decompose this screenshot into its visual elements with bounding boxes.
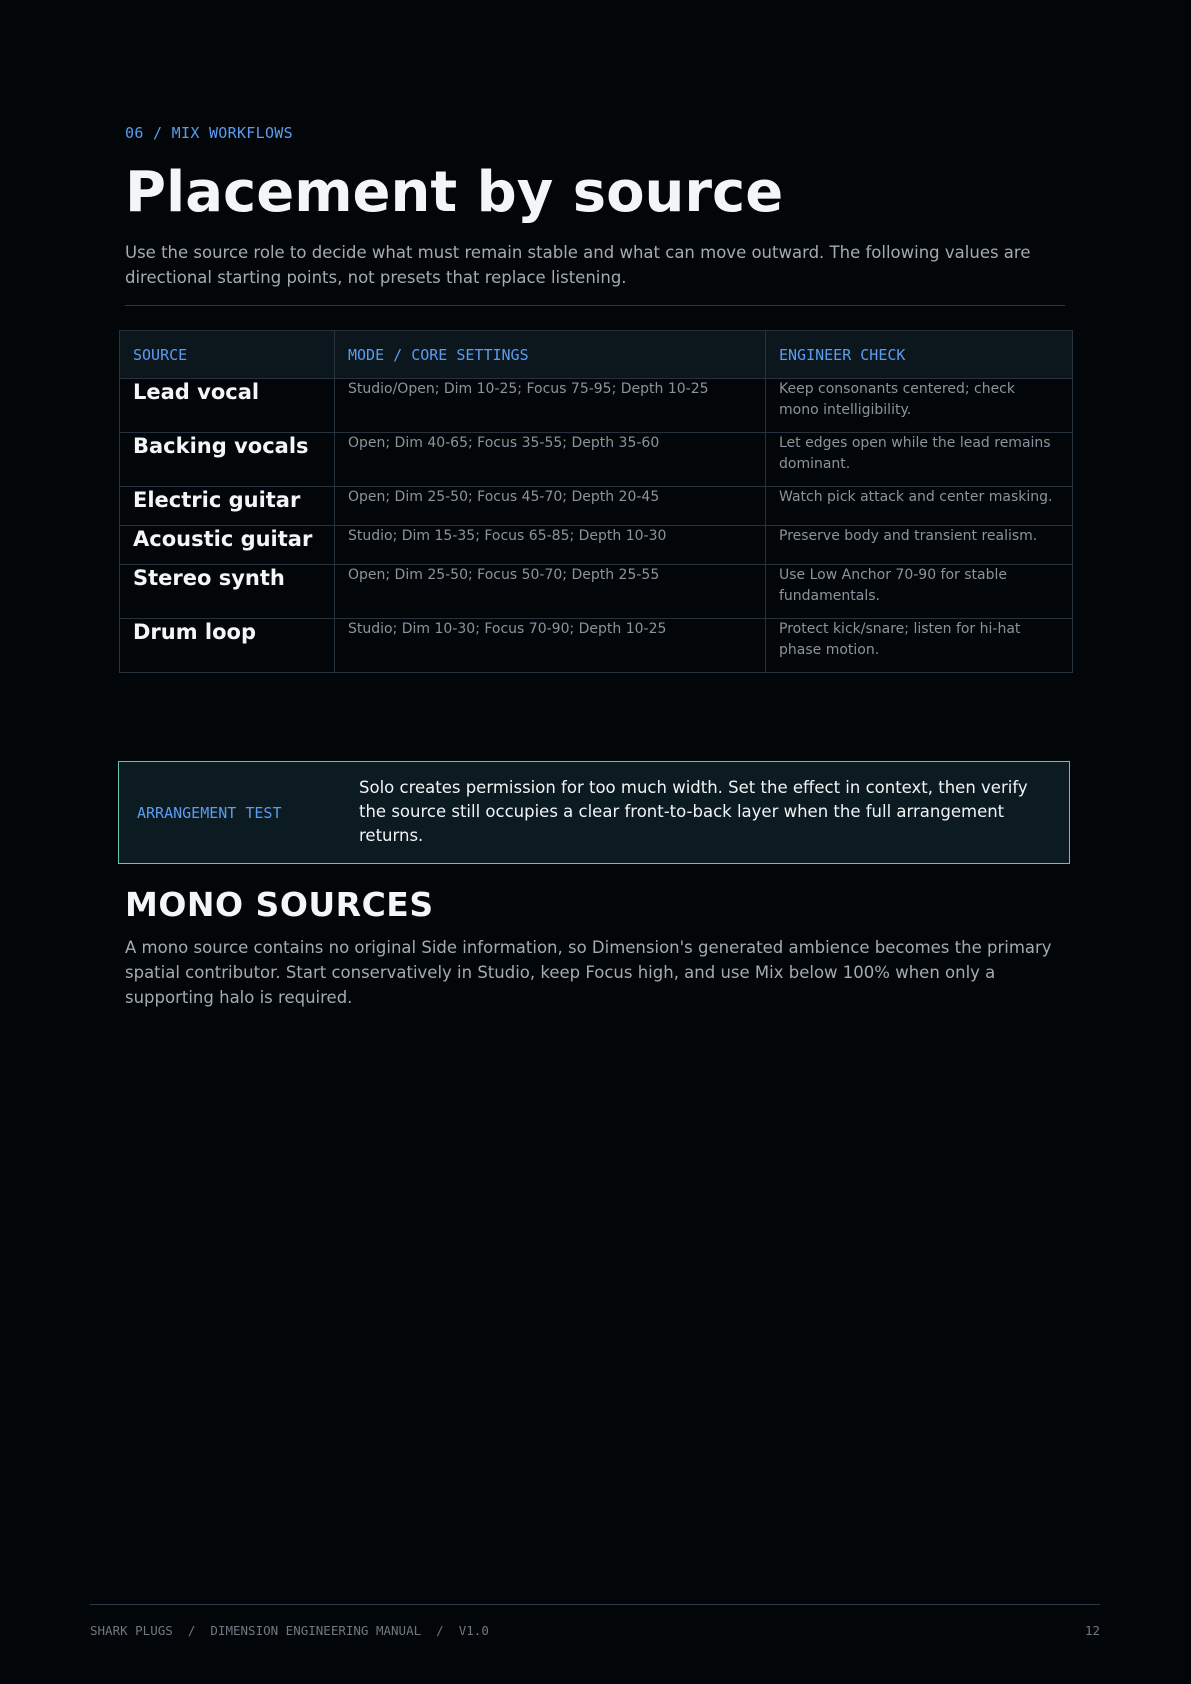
header-divider: [125, 305, 1065, 306]
source-mode-settings: Studio; Dim 10-30; Focus 70-90; Depth 10-25: [335, 619, 766, 673]
source-mode-settings: Studio; Dim 15-35; Focus 65-85; Depth 10-30: [335, 526, 766, 565]
column-header-mode: MODE / CORE SETTINGS: [335, 331, 766, 379]
intro-paragraph: Use the source role to decide what must remain stable and what can move outward. The following values are directional starting points, not presets that replace listening.: [125, 243, 1031, 287]
page-title: Placement by source: [125, 160, 784, 225]
column-header-source: SOURCE: [120, 331, 335, 379]
source-engineer-check: Watch pick attack and center masking.: [766, 487, 1073, 526]
source-name: Backing vocals: [120, 433, 335, 487]
footer-divider: [90, 1604, 1100, 1605]
source-mode-settings: Studio/Open; Dim 10-25; Focus 75-95; Depth 10-25: [335, 379, 766, 433]
source-engineer-check: Preserve body and transient realism.: [766, 526, 1073, 565]
footer-running-title: SHARK PLUGS / DIMENSION ENGINEERING MANUAL / V1.0: [90, 1623, 489, 1638]
mono-sources-heading: MONO SOURCES: [125, 885, 434, 924]
page-number: 12: [1084, 1623, 1100, 1638]
source-engineer-check: Keep consonants centered; check mono intelligibility.: [766, 379, 1073, 433]
table-row: [120, 379, 1073, 433]
mono-sources-body: A mono source contains no original Side information, so Dimension's generated ambience becomes the primary spatial contributor. Start conservatively in Studio, keep Focus high, and use Mix below 100% when only a supporting halo is required.: [125, 938, 1052, 1007]
source-mode-settings: Open; Dim 25-50; Focus 45-70; Depth 20-45: [335, 487, 766, 526]
section-eyebrow: 06 / MIX WORKFLOWS: [125, 124, 293, 142]
source-name: Electric guitar: [120, 487, 335, 526]
source-name: Stereo synth: [120, 565, 335, 619]
source-name: Acoustic guitar: [120, 526, 335, 565]
arrangement-test-callout: [118, 761, 1070, 864]
placement-table: [119, 330, 1073, 673]
table-row: [120, 487, 1073, 526]
source-mode-settings: Open; Dim 25-50; Focus 50-70; Depth 25-55: [335, 565, 766, 619]
column-header-check: ENGINEER CHECK: [766, 331, 1073, 379]
source-mode-settings: Open; Dim 40-65; Focus 35-55; Depth 35-60: [335, 433, 766, 487]
table-row: [120, 565, 1073, 619]
source-name: Lead vocal: [120, 379, 335, 433]
table-row: [120, 526, 1073, 565]
source-engineer-check: Use Low Anchor 70-90 for stable fundamentals.: [766, 565, 1073, 619]
callout-text: Solo creates permission for too much width. Set the effect in context, then verify the source still occupies a clear front-to-back layer when the full arrangement returns.: [359, 778, 1028, 845]
table-header-row: [120, 331, 1073, 379]
table-row: [120, 619, 1073, 673]
callout-label: ARRANGEMENT TEST: [137, 804, 282, 822]
source-name: Drum loop: [120, 619, 335, 673]
source-engineer-check: Let edges open while the lead remains dominant.: [766, 433, 1073, 487]
source-engineer-check: Protect kick/snare; listen for hi-hat phase motion.: [766, 619, 1073, 673]
table-row: [120, 433, 1073, 487]
